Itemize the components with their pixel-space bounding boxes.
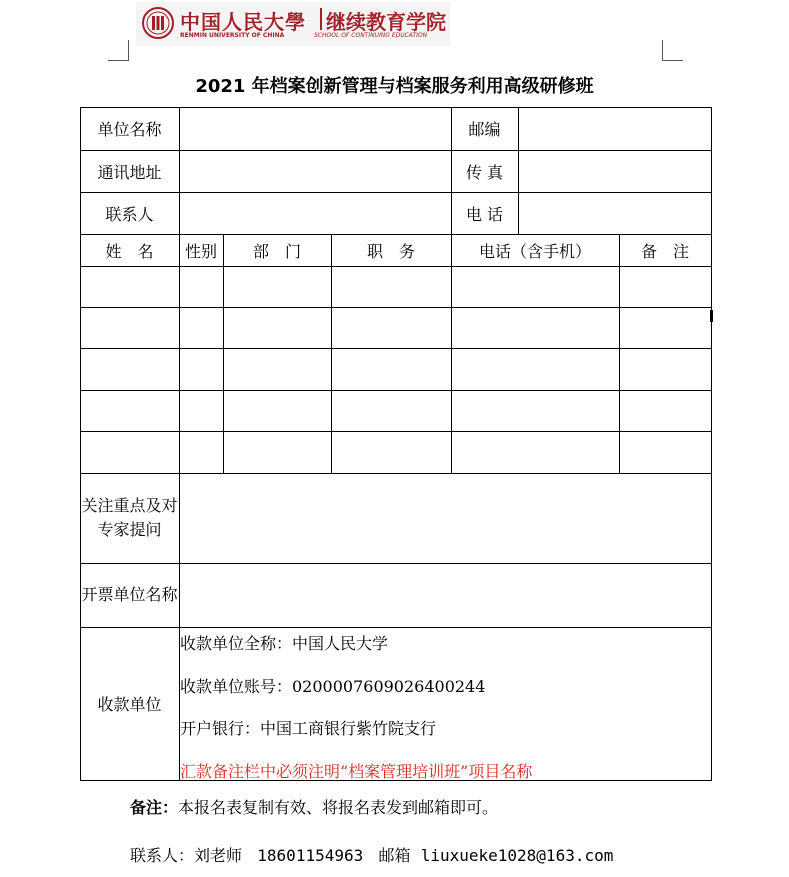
table-row[interactable] bbox=[81, 432, 711, 473]
unit-name-field[interactable] bbox=[180, 108, 451, 150]
logo-school-name: 继续教育学院 bbox=[326, 10, 446, 34]
payee-account: 收款单位账号：0200007609026400244 bbox=[180, 677, 486, 696]
logo-university-name-en: RENMIN UNIVERSITY OF CHINA bbox=[180, 32, 285, 39]
col-header-department: 部 门 bbox=[252, 241, 301, 261]
table-row[interactable] bbox=[81, 308, 711, 348]
crop-mark-right bbox=[662, 40, 683, 61]
table-row[interactable] bbox=[81, 349, 711, 390]
table-row[interactable] bbox=[81, 391, 711, 431]
invoice-label: 开票单位名称 bbox=[81, 585, 178, 604]
focus-label: 关注重点及对专家提问 bbox=[81, 496, 178, 539]
logo-school-name-en: SCHOOL OF CONTINUING EDUCATION bbox=[314, 32, 428, 39]
fax-label: 传 真 bbox=[465, 162, 504, 182]
invoice-field[interactable] bbox=[180, 564, 711, 627]
university-logo bbox=[136, 2, 450, 46]
page-title: 2021 年档案创新管理与档案服务利用高级研修班 bbox=[195, 76, 594, 97]
table-row[interactable] bbox=[81, 267, 711, 307]
footer-note-prefix: 备注： bbox=[130, 798, 179, 817]
footer-contact bbox=[130, 843, 613, 866]
payee-label: 收款单位 bbox=[97, 695, 162, 714]
contact-field[interactable] bbox=[180, 193, 451, 234]
footer-contact-phone: 18601154963 bbox=[257, 846, 364, 865]
logo-university-name: 中国人民大學 bbox=[180, 10, 306, 34]
postcode-label: 邮编 bbox=[468, 120, 501, 139]
address-field[interactable] bbox=[180, 151, 451, 192]
col-header-remarks: 备 注 bbox=[640, 241, 689, 261]
phone-field[interactable] bbox=[519, 193, 711, 234]
footer-note bbox=[130, 795, 498, 818]
unit-name-label: 单位名称 bbox=[97, 120, 162, 139]
focus-field[interactable] bbox=[180, 474, 711, 563]
footer-email[interactable]: liuxueke1028@163.com bbox=[420, 846, 614, 865]
col-header-name: 姓 名 bbox=[105, 241, 154, 261]
payee-remark: 汇款备注栏中必须注明“档案管理培训班”项目名称 bbox=[180, 762, 533, 781]
col-header-phone: 电话（含手机） bbox=[478, 241, 591, 261]
payee-full-name: 收款单位全称：中国人民大学 bbox=[180, 634, 389, 653]
registration-form-table bbox=[80, 107, 712, 781]
edge-mark bbox=[710, 310, 713, 322]
contact-label: 联系人 bbox=[105, 204, 154, 224]
postcode-field[interactable] bbox=[519, 108, 711, 150]
footer-contact-person: 联系人：刘老师 bbox=[130, 846, 243, 865]
address-label: 通讯地址 bbox=[97, 162, 162, 182]
payee-bank: 开户银行：中国工商银行紫竹院支行 bbox=[180, 719, 437, 738]
crop-mark-left bbox=[108, 40, 129, 61]
university-seal-icon bbox=[142, 7, 174, 39]
footer-note-text: 本报名表复制有效、将报名表发到邮箱即可。 bbox=[178, 798, 499, 817]
phone-label: 电 话 bbox=[465, 204, 504, 224]
logo-divider bbox=[320, 8, 322, 30]
col-header-position: 职 务 bbox=[366, 241, 415, 261]
col-header-gender: 性别 bbox=[184, 241, 217, 261]
footer-email-label: 邮箱 bbox=[378, 846, 411, 865]
fax-field[interactable] bbox=[519, 151, 711, 192]
